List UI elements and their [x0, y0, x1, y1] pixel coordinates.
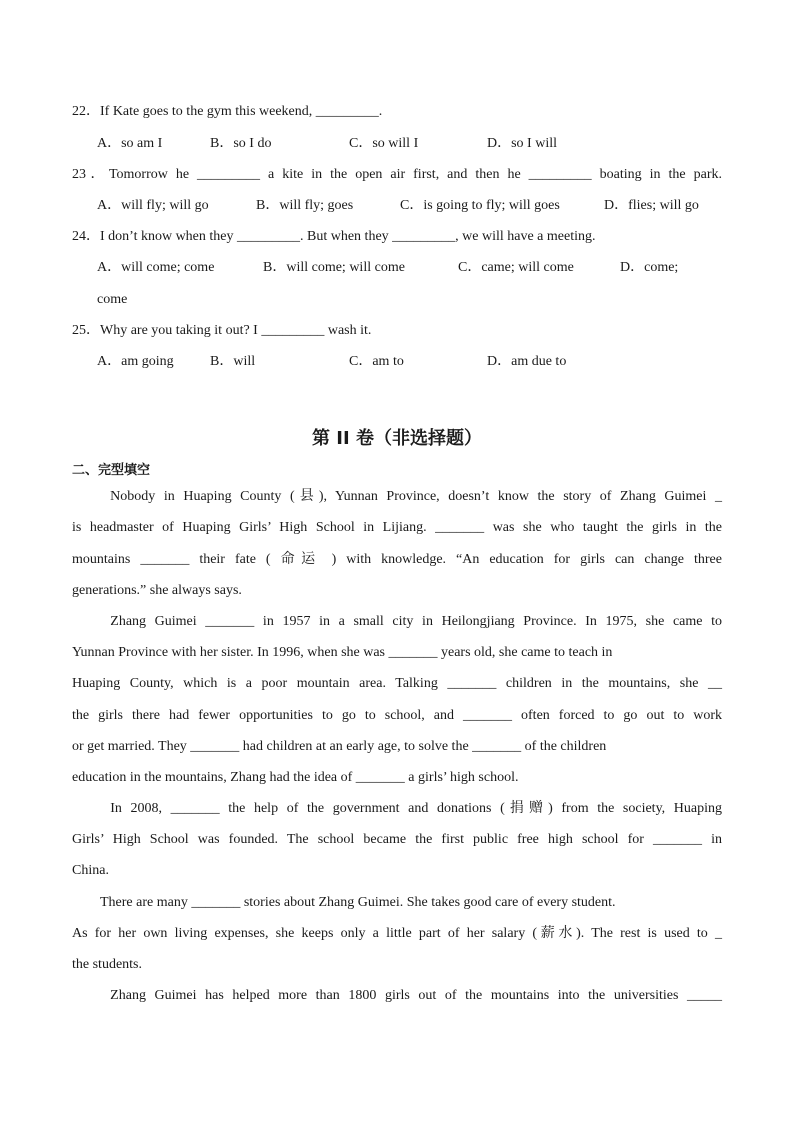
passage-line: Huaping County, which is a poor mountain area. Talking _______ children in the mountains, she __ — [72, 676, 722, 691]
passage-line: Yunnan Province with her sister. In 1996, when she was _______ years old, she came to teach in — [72, 645, 613, 660]
passage-line: is headmaster of Huaping Girls’ High School in Lijiang. _______ was she who taught the girls in the — [72, 520, 722, 535]
passage-line: There are many _______ stories about Zhang Guimei. She takes good care of every student. — [72, 895, 616, 910]
option-c: C．am to — [349, 354, 404, 369]
passage-line: Nobody in Huaping County (县), Yunnan Province, doesn’t know the story of Zhang Guimei _ — [72, 489, 722, 504]
option-c: C．is going to fly; will goes — [400, 198, 560, 213]
passage-line: Zhang Guimei _______ in 1957 in a small city in Heilongjiang Province. In 1975, she came to — [72, 614, 722, 629]
question-25-stem: 25．Why are you taking it out? I _________ wash it. — [72, 323, 372, 338]
passage-line: mountains _______ their fate ( 命运 ) with knowledge. “An education for girls can change three — [72, 552, 722, 567]
passage-line: Zhang Guimei has helped more than 1800 girls out of the mountains into the universities _____ — [72, 988, 722, 1003]
section-title: 二、完型填空 — [72, 463, 151, 478]
option-d: D．come; — [620, 260, 679, 275]
option-b: B．so I do — [210, 136, 272, 151]
question-24-option-wrap: come — [97, 292, 128, 307]
passage-line: or get married. They _______ had children at an early age, to solve the _______ of the children — [72, 739, 607, 754]
option-b: B．will come; will come — [263, 260, 405, 275]
option-b: B．will — [210, 354, 256, 369]
option-c: C．came; will come — [458, 260, 574, 275]
passage-line: the girls there had fewer opportunities to go to school, and _______ often forced to go out to work — [72, 708, 722, 723]
option-d: D．so I will — [487, 136, 557, 151]
passage-line: Girls’ High School was founded. The school became the first public free high school for _______ in — [72, 832, 722, 847]
part-heading: 第 II 卷（非选择题） — [312, 428, 482, 449]
option-d: D．am due to — [487, 354, 567, 369]
passage-line: education in the mountains, Zhang had the idea of _______ a girls’ high school. — [72, 770, 519, 785]
option-c: C．so will I — [349, 136, 419, 151]
question-23-stem: 23．Tomorrow he _________ a kite in the open air first, and then he _________ boating in the park. — [72, 167, 722, 182]
passage-line: In 2008, _______ the help of the government and donations (捐赠) from the society, Huaping — [72, 801, 722, 816]
passage-line: As for her own living expenses, she keeps only a little part of her salary (薪水). The rest is used to _ — [72, 926, 722, 941]
option-a: A．will come; come — [97, 260, 215, 275]
passage-line: the students. — [72, 957, 142, 972]
passage-line: China. — [72, 863, 109, 878]
option-a: A．am going — [97, 354, 174, 369]
question-24-stem: 24．I don’t know when they _________. But when they _________, we will have a meeting. — [72, 229, 596, 244]
passage-line: generations.” she always says. — [72, 583, 242, 598]
option-b: B．will fly; goes — [256, 198, 354, 213]
question-22-stem: 22．If Kate goes to the gym this weekend, _________. — [72, 104, 383, 119]
option-a: A．will fly; will go — [97, 198, 209, 213]
option-d: D．flies; will go — [604, 198, 699, 213]
option-a: A．so am I — [97, 136, 163, 151]
